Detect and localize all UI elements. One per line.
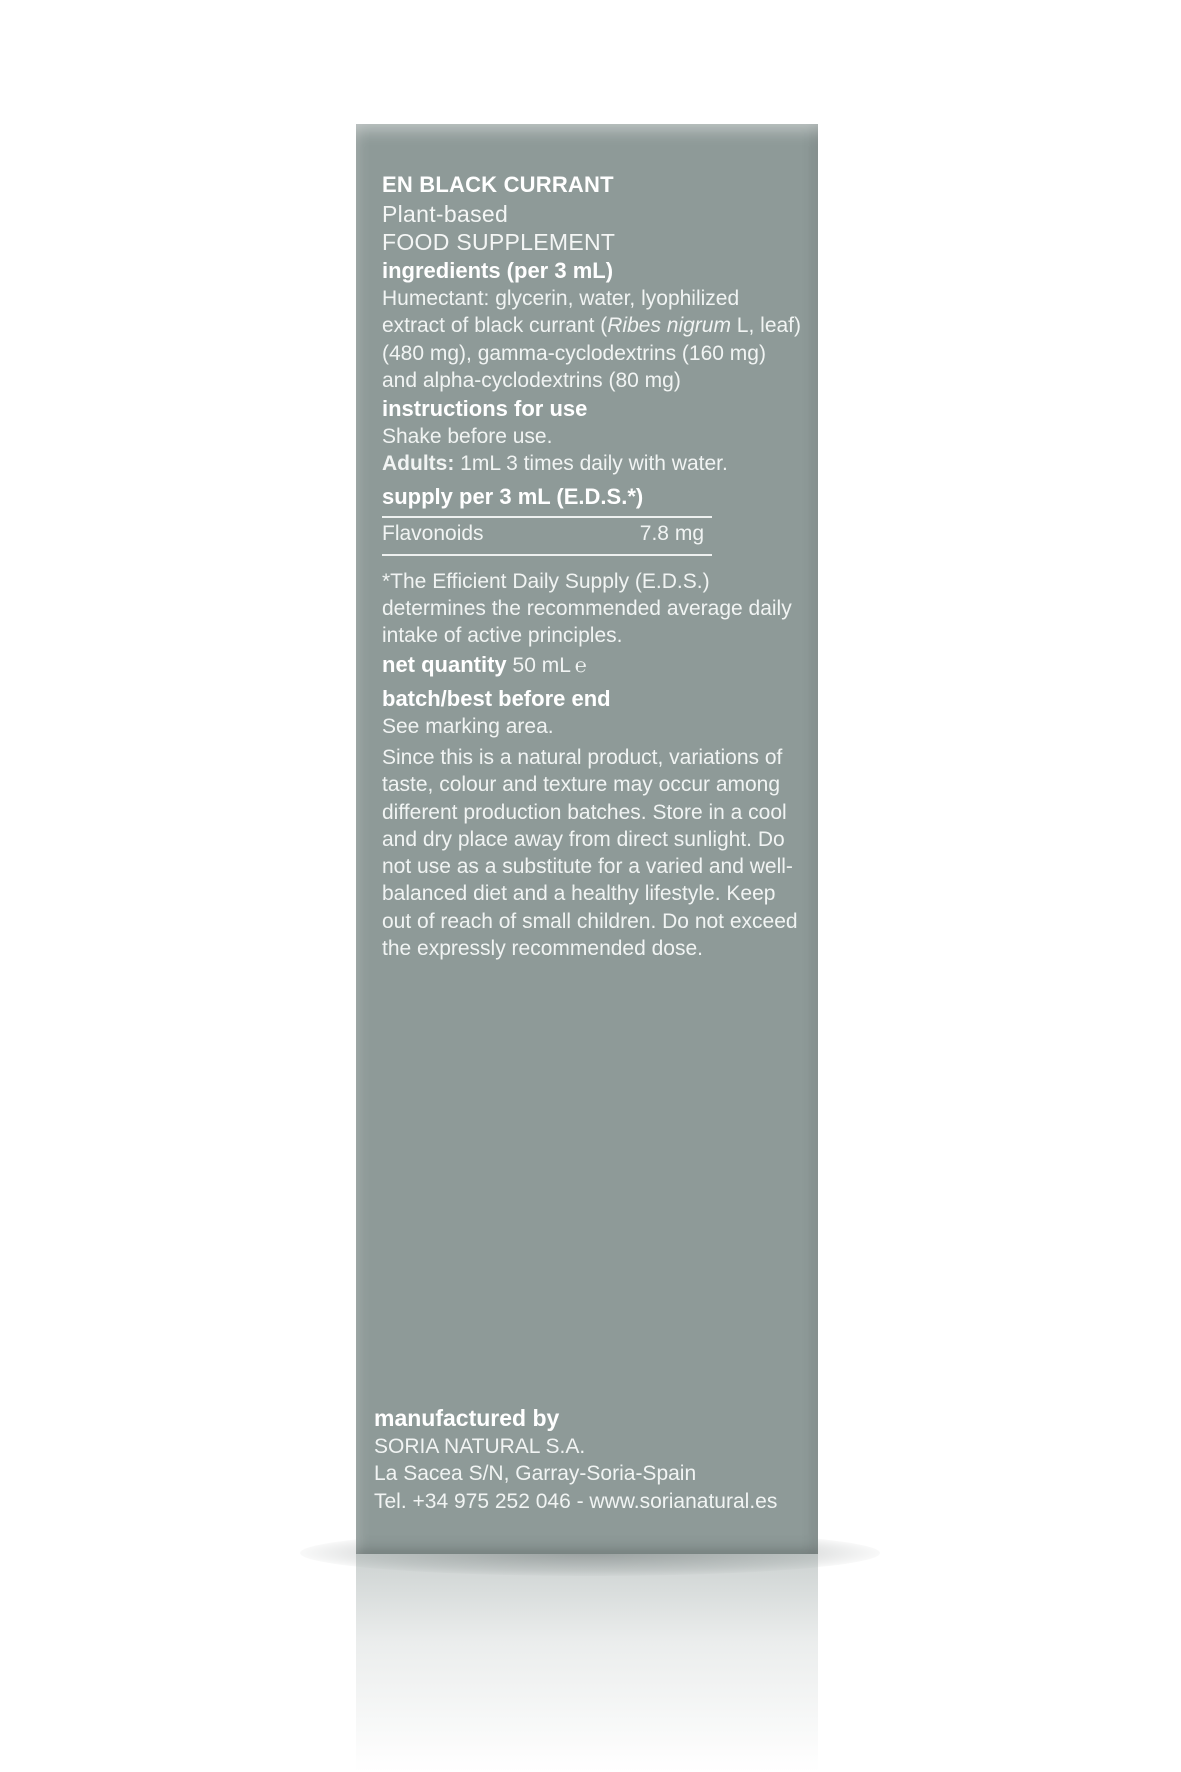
product-subtitle-line1: Plant-based	[382, 201, 509, 227]
label-text-block	[382, 170, 802, 962]
net-quantity-value: 50 mL	[512, 653, 571, 677]
box-reflection	[356, 1554, 818, 1772]
manufacturer-heading: manufactured by	[374, 1405, 560, 1431]
estimated-sign-icon: ℮	[574, 654, 587, 677]
eds-note-title: *The Efficient Daily Supply (E.D.S.)	[382, 569, 710, 593]
supply-table-bottom-rule	[382, 554, 712, 556]
manufacturer-contact: Tel. +34 975 252 046 - www.sorianatural.es	[374, 1489, 778, 1513]
ingredients-text	[382, 285, 802, 394]
manufacturer-address: La Sacea S/N, Garray-Soria-Spain	[374, 1462, 697, 1486]
adults-dosage	[382, 450, 802, 477]
ingredients-text-part2: L, leaf) (480 mg), gamma-cyclodextrins (160 mg) and alpha-cyclodextrins (80 mg)	[382, 314, 802, 392]
product-box-side-panel	[356, 124, 818, 1554]
warning-text: Since this is a natural product, variations of taste, colour and texture may occur among different production batches. Store in a cool and dry place away from direct sunlight. Do not use as a substitute for a varied and well-balanced diet and a healthy lifestyle. Keep out of reach of small children. Do not exceed the expressly recommended dose.	[382, 745, 798, 961]
instructions-text: Shake before use.	[382, 425, 553, 449]
supply-item-name: Flavonoids	[382, 521, 484, 545]
adults-dosage-text: 1mL 3 times daily with water.	[454, 452, 728, 476]
supply-table-row	[382, 518, 712, 550]
supply-item-amount: 7.8 mg	[639, 521, 704, 545]
eds-note-text: determines the recommended average daily intake of active principles.	[382, 597, 792, 648]
net-quantity	[382, 650, 802, 680]
instructions-heading: instructions for use	[382, 396, 588, 422]
manufacturer-block	[374, 1404, 804, 1515]
ingredients-heading: ingredients (per 3 mL)	[382, 258, 614, 283]
product-subtitle-line2: FOOD SUPPLEMENT	[382, 229, 616, 255]
supply-heading: supply per 3 mL (E.D.S.*)	[382, 483, 644, 509]
product-title: EN BLACK CURRANT	[382, 172, 614, 197]
net-quantity-label: net quantity	[382, 651, 507, 677]
batch-heading: batch/best before end	[382, 685, 611, 711]
adults-label: Adults:	[382, 452, 455, 476]
ingredients-latin-name: Ribes nigrum	[607, 314, 731, 338]
manufacturer-company: SORIA NATURAL S.A.	[374, 1435, 586, 1458]
ingredients-text-part1: Humectant: glycerin, water, lyophilized extract of black currant (	[382, 287, 740, 338]
batch-text: See marking area.	[382, 714, 554, 738]
